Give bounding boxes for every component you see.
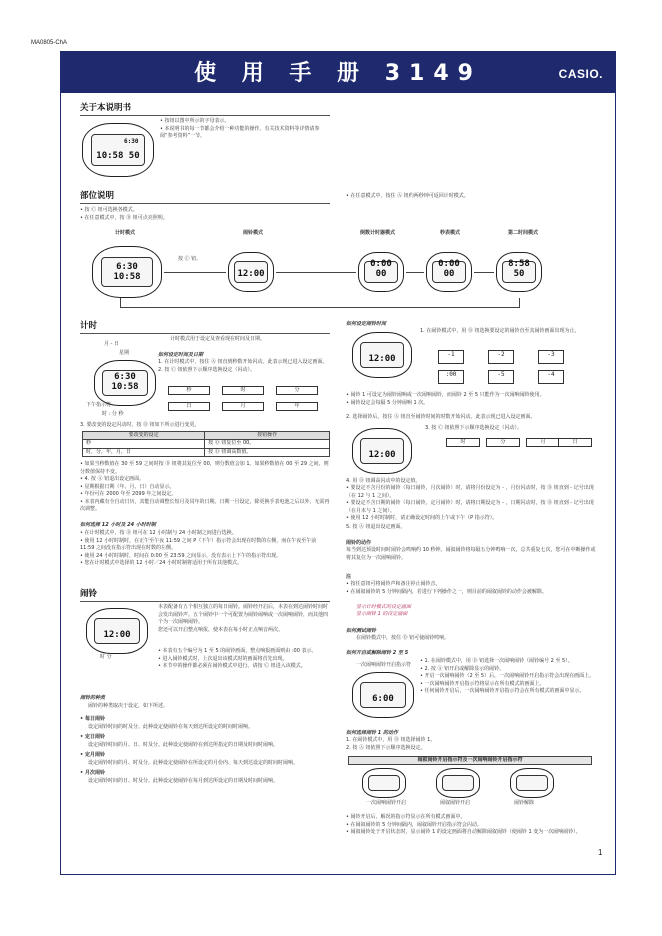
alarm-cycle-2: -2	[488, 350, 514, 364]
alarm-set-heading: 如何设定闹铃时间	[346, 321, 387, 327]
alarm-mode-watch-icon	[228, 252, 274, 292]
watch-display: 12:00	[368, 353, 396, 364]
note-sub-1: 显示计时模式的设定画面	[356, 604, 412, 610]
note: • 要设定不含日期的闹铃（每日闹铃，定月闹铃）时，请将日期设定为 - ，日期闪动时，按 Ⓓ 钮直到 - 记号出现（在月末与 1 之间）。	[346, 500, 596, 515]
doc-code: MA0805-ChA	[31, 40, 68, 46]
alarm-set-step1: 1. 在闹铃模式中，用 Ⓓ 钮选换要设定的闹铃直至其闹铃画面出现为止。	[420, 328, 580, 334]
step: • 1. 在闹铃模式中，用 Ⓓ 钮选择一次闹响闹铃（闹铃编号 2 至 5）。	[420, 658, 596, 666]
type-desc: 设定闹铃时间的月、日、时及分。此种设定使闹铃在到达所指定的日期及时间时闹响。	[88, 741, 279, 748]
mode-label-stopwatch: 秒表模式	[440, 230, 461, 236]
table-row	[83, 448, 330, 456]
snooze-state-3: 闹铃解除	[514, 800, 535, 806]
type-desc: 设定闹铃时间的时及分。此种设定使闹铃在每天到达所设定的时间时闹响。	[88, 723, 254, 730]
alarm-cycle-3: -3	[538, 350, 564, 364]
alarm-rule	[80, 601, 330, 602]
table-cell: 秒	[83, 440, 205, 448]
select1-heading: 如何选择闹铃 1 的动作	[346, 730, 398, 736]
note: • 本节中的操作都必须在闹铃模式中进行。请按 Ⓒ 钮进入该模式。	[158, 663, 330, 671]
note: • 闹铃设定会每隔 5 分钟闹响 1 次。	[346, 400, 596, 408]
note: • 星期根据日期（年、月、日）自动显示。	[80, 484, 330, 492]
about-heading: 关于本说明书	[80, 103, 132, 113]
type-desc: 设定闹铃时间的月、时及分。此种设定使闹铃在所设定的月份内、每天到达设定的时间时闹响。	[88, 759, 299, 766]
step: • 2. 按 Ⓐ 钮开启或解除显示的闹铃。	[420, 666, 596, 674]
type-name: 定日闹铃	[84, 734, 105, 740]
note: • 4. 按 Ⓐ 钮退出设定画面。	[80, 476, 330, 484]
parts-bullet: • 按 Ⓒ 钮可选换各模式。	[80, 207, 330, 215]
parts-bullets	[80, 207, 330, 222]
select1-watch-3	[510, 768, 554, 798]
note: • 在闹叙闹铃的 5 分钟间隔内，闹叙闹铃开启指示符会闪动。	[346, 822, 596, 830]
step: • 开启一次闹响闹铃（2 至 5）后，一次闹响闹铃开启指示符会出现在画面上。	[420, 673, 596, 681]
select1-steps	[346, 737, 435, 752]
note: • 本表有五个编号为 1 至 5 的闹铃画面，整点响报画面则由 :00 表示。	[158, 648, 330, 656]
select1-watch-2	[436, 768, 480, 798]
step: • 任何闹铃开启后，一次闹响闹铃开启指示符会在所有模式的画面中显示。	[420, 688, 596, 696]
label-pm-indicator: 下午指示符	[86, 402, 112, 408]
cycle-hour: 时	[222, 386, 264, 395]
alarm-cycle-1: -1	[438, 350, 464, 364]
note-sub-2: 显示闹铃 1 的设定画面	[356, 611, 408, 617]
test-alarm-text: 在闹铃模式中，按住 Ⓓ 钮可使闹铃鸣响。	[356, 635, 450, 641]
note: • 按任意钮可将闹铃声和备注停止闹铃音。	[346, 581, 596, 589]
countdown-watch-icon	[358, 252, 404, 292]
table-row	[83, 440, 330, 448]
hour-format-heading: 如何选择 12 小时及 24 小时时制	[80, 522, 156, 528]
brand-logo: CASIO.	[558, 67, 603, 81]
alarm-set-step4: 4. 用 Ⓓ 钮调高闪动中的设定值。	[346, 478, 421, 484]
timekeeping-intro: 计时模式用于设定及查看现在时间及日期。	[170, 336, 266, 342]
note: • 闹铃 1 可设定为闹铃闹响或一次闹响闹铃，而闹铃 2 至 5 只能作为一次闹响闹铃使用。	[346, 392, 596, 400]
snooze-state-1: 一次闹响闹铃开启	[366, 800, 407, 806]
cycle2-hour: 时	[446, 438, 480, 447]
note: • 如果当秒数值在 30 至 59 之间时按 Ⓓ 钮将其复位至 00，则分数值会加 1。如果秒数值在 00 至 29 之间，则分数值保持不变。	[80, 461, 330, 476]
table-cell: 按 Ⓓ 钮复位至 00。	[205, 440, 330, 448]
watch-display: 12:00	[103, 629, 131, 640]
parts-right-bullet	[346, 193, 596, 201]
select1-watch-1	[362, 768, 406, 798]
note: • 本表内藏有全自动日历，其能自动调整长短月及闰年的日期。日期一旦设定，除更换手表电池之后以外，无需再次调整。	[80, 499, 330, 514]
alarm-type: • 月次闹铃 设定闹铃时间的日、时及分。此种设定使闹铃在每月到达所设定的日期及时间时闹响。	[80, 770, 330, 785]
alarm-types-intro: 闹铃的种类取决于设定，如下所述。	[88, 703, 169, 709]
set-time-heading: 如何设定时间及日期	[158, 352, 204, 358]
label-weekday: 星期	[119, 350, 130, 356]
onoff-heading: 如何开启或解除闹铃 2 至 5	[346, 650, 409, 656]
table-cell: 时，分，年，月，日	[83, 448, 205, 456]
alarm-cycle-5: -5	[488, 370, 514, 384]
note: • 年份可在 2000 年至 2099 年之间设定。	[80, 491, 330, 499]
alarm-set-step2: 2. 选择闹铃后，按住 Ⓐ 钮直至闹铃时间的时数开始闪动。此表示现已进入设定画面。	[346, 414, 536, 420]
final-bullets	[346, 814, 596, 837]
mode-arrow	[164, 272, 226, 273]
note: • 在闹叙闹铃的 5 分钟间隔内，若进行下列操作之一，则目前的闹叙闹铃的动作会被解除。	[346, 589, 596, 597]
label-hour-min: 时 分	[100, 654, 112, 660]
about-bullet: • 按钮以图中所示的字母表示。	[160, 118, 330, 126]
table-header: 要改变的设定	[83, 432, 205, 440]
cycle-year: 年	[276, 402, 318, 411]
type-name: 月次闹铃	[84, 770, 105, 776]
cycle2-day: 日	[558, 438, 592, 447]
about-watch-main: 10:58 50	[96, 150, 140, 161]
type-name: 定月闹铃	[84, 752, 105, 758]
note: • 进入闹铃模式时，上次退出该模式时的画面将首先出现。	[158, 656, 330, 664]
parts-right-bullet-text: • 在任意模式中，按住 Ⓐ 钮约两秒钟可返回计时模式。	[346, 193, 596, 201]
watch-display: 12:00	[368, 449, 396, 460]
step: 2. 按 Ⓒ 钮依照下示顺序选换设定（闪动）。	[158, 366, 256, 373]
alarm-set-bullets	[346, 392, 596, 407]
snooze-state-2: 闹叙闹铃开启	[440, 800, 471, 806]
mode-display: 8:58 50	[508, 259, 530, 280]
manual-title: 使 用 手 册 3149	[194, 61, 482, 86]
mode-return-loop	[120, 298, 520, 308]
alarm-type: • 定日闹铃 设定闹铃时间的月、日、时及分。此种设定使闹铃在到达所指定的日期及时间时闹响。	[80, 734, 330, 749]
alarm-set-watch-icon	[352, 332, 412, 378]
step: 1. 在计时模式中，按住 Ⓐ 钮直到秒数开始闪动。此表示现已进入设定画面。	[158, 359, 328, 365]
about-bullets	[160, 118, 330, 141]
table-cell: 按 Ⓓ 钮调高数值。	[205, 448, 330, 456]
type-desc: 设定闹铃时间的日、时及分。此种设定使闹铃在每月到达所设定的日期及时间时闹响。	[88, 777, 279, 784]
alarm-set-bullets2	[346, 485, 596, 523]
snooze-indicator-bar: 闹叙闹铃开启指示符及一次闹响闹铃开启指示符	[348, 756, 592, 765]
mode-display: 0:00 00	[370, 259, 392, 280]
alarm-type: • 每日闹铃 设定闹铃时间的时及分。此种设定使闹铃在每天到达所设定的时间时闹响。	[80, 716, 330, 731]
note: • 在计时模式中，按 Ⓓ 钮可在 12 小时制与 24 小时制之间进行选换。	[80, 530, 330, 538]
page-number: 1	[598, 848, 603, 857]
alarm-types-heading: 闹铃的种类	[80, 695, 106, 701]
alarm-cycle-4: -4	[538, 370, 564, 384]
timekeeping-step3: 3. 要改变的设定闪动时，按 Ⓓ 钮如下所示进行变更。	[80, 422, 200, 428]
cycle2-month: 月	[526, 438, 560, 447]
test-alarm-heading: 如何测试闹铃	[346, 628, 377, 634]
alarm-cycle-hourly: :00	[438, 370, 464, 384]
cycle-seconds: 秒	[168, 386, 210, 395]
title-banner	[61, 52, 615, 93]
about-bullet: • 本说明书的每一节都会介绍一种功能的操作。有关技术资料等详情请参阅“参考资料”一节。	[160, 126, 330, 141]
note: • 要设定不含月份的闹铃（每日闹铃，月次闹铃）时，请将月份设定为 - ，月份闪动时，按 Ⓓ 钮直到 - 记号出现（在 12 与 1 之间）。	[346, 485, 596, 500]
alarm-heading: 闹铃	[80, 589, 98, 599]
alarm-types	[80, 716, 330, 785]
press-c-label: 按 Ⓒ 钮。	[178, 256, 202, 262]
alarm-operation-heading: 闹铃的动作	[346, 540, 372, 546]
watch-display: 6:30 10:58	[111, 371, 139, 392]
alarm-operation-text: 每当到达预设时间时闹铃会鸣响约 10 秒钟。闹叙闹铃将每隔五分钟鸣响一次，总共重复七次，您可在中断操作或将其复位为一次闹响闹铃。	[346, 547, 596, 561]
alarm-bullets	[158, 648, 330, 671]
note: • 您在计时模式中选择的 12 小时／24 小时时制将适用于所有其他模式。	[80, 560, 330, 568]
timekeeping-watch-icon	[92, 246, 162, 298]
label-hour-min-sec: 时 : 分 秒	[102, 411, 124, 417]
parts-heading: 部位说明	[80, 191, 115, 201]
mode-arrow	[474, 272, 494, 273]
mode-label-countdown: 倒数计时器模式	[360, 230, 396, 236]
parts-rule	[80, 203, 330, 204]
note: • 闹叙闹铃处于开启状态时，显示闹铃 1 的设定画面将自动解除闹叙闹铃（使闹铃 1 变为一次闹响闹铃）。	[346, 829, 596, 837]
stopwatch-watch-icon	[426, 252, 472, 292]
timekeeping-heading: 计时	[80, 321, 98, 331]
step: • 一次闹响闹铃开启指示符将显示在所有模式的画面上。	[420, 681, 596, 689]
timekeeping-setting-watch-icon	[94, 360, 156, 406]
note: • 使用 12 小时时制时，在正午至午夜 11:59 之间 P（下午）指示符会出现在时数的左侧，而在午夜至午前 11:59 之间没有指示符出现在时数的左侧。	[80, 538, 330, 553]
cycle2-minute: 分	[486, 438, 520, 447]
note-bullets	[346, 581, 596, 596]
note: • 使用 12 小时时制时，请正确设定时间的上午或下午（P 指示符）。	[346, 515, 596, 523]
paragraph: 本表配备有五个相互独立的每日闹铃。闹铃经开启后，本表在到达闹铃时间时会发出闹铃声。五个闹铃中一个可配置为闹铃闹响或一次闹响闹铃，而其他四个为一次闹响闹铃。	[158, 604, 329, 625]
parts-bullet: • 在任意模式中，按 Ⓑ 钮可点亮照明。	[80, 215, 330, 223]
alarm-set-step5: 5. 按 Ⓐ 钮退出设定画面。	[346, 524, 406, 530]
mode-display: 0:00 00	[438, 259, 460, 280]
timekeeping-notes	[80, 461, 330, 514]
note-heading: 注	[346, 574, 352, 580]
mode-display: 12:00	[237, 269, 265, 280]
note: • 使用 24 小时时制时，时间在 0:00 至 23:59 之间显示，没有表示上下午的指示符出现。	[80, 553, 330, 561]
set-time-steps	[158, 359, 330, 374]
dualtime-watch-icon	[496, 252, 542, 292]
alarm-watch-icon	[86, 608, 148, 654]
alarm-set-step3: 3. 按 Ⓒ 钮依照下示顺序选换设定（闪动）。	[425, 425, 523, 431]
step: 1. 在闹铃模式中，用 Ⓓ 钮选择闹铃 1。	[346, 737, 436, 743]
about-watch-top: 6:30	[124, 138, 139, 146]
mode-arrow	[406, 272, 424, 273]
mode-display: 6:30 10:58	[113, 262, 141, 283]
paragraph: 您还可以开启整点响报，使本表在每小时正点响音两次。	[158, 626, 284, 633]
mode-label-timekeeping: 计时模式	[115, 230, 136, 236]
cycle-day: 日	[168, 402, 210, 411]
note: • 闹铃开启后，解况的指示符显示在所有模式画面中。	[346, 814, 596, 822]
onoff-steps	[420, 658, 596, 696]
setting-table	[82, 431, 330, 457]
about-rule	[80, 115, 330, 116]
alarm-intro	[158, 604, 330, 634]
mode-label-alarm: 闹铃模式	[243, 230, 264, 236]
onoff-watch-icon	[352, 672, 414, 718]
mode-label-dualtime: 第二时间模式	[508, 230, 539, 236]
hour-format-notes	[80, 530, 330, 568]
cycle-minute: 分	[276, 386, 318, 395]
timekeeping-rule	[80, 333, 330, 334]
label-month-day: 月 - 日	[104, 341, 119, 347]
watch-display: 6:00	[372, 693, 394, 704]
about-watch-icon	[82, 123, 154, 177]
onoff-indicator-label: 一次闹响闹铃开启指示符	[356, 662, 412, 668]
table-header: 按钮操作	[205, 432, 330, 440]
step: 2. 按 Ⓐ 钮依照下示顺序选换设定。	[346, 744, 426, 751]
alarm-set-watch-icon-2	[352, 428, 412, 474]
type-name: 每日闹铃	[84, 716, 105, 722]
cycle-month: 月	[222, 402, 264, 411]
alarm-type: • 定月闹铃 设定闹铃时间的月、时及分。此种设定使闹铃在所设定的月份内、每天到达设定的时间时闹响。	[80, 752, 330, 767]
mode-arrow	[276, 272, 356, 273]
